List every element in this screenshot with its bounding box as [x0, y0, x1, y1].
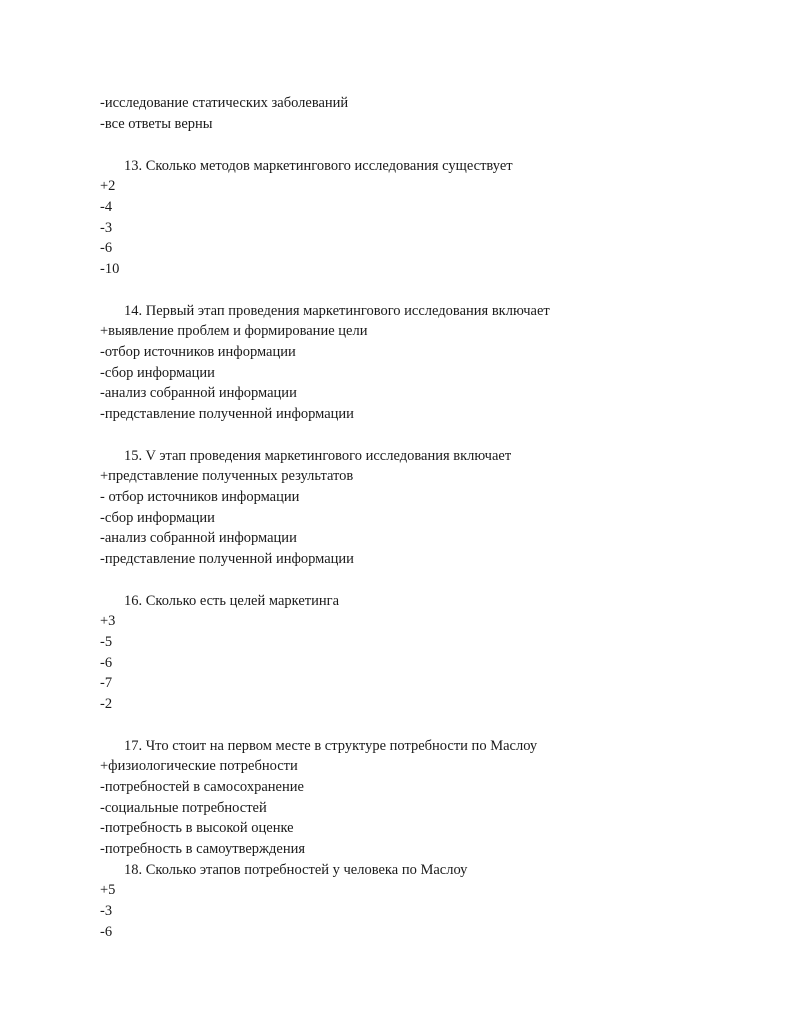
answer-option: -сбор информации [100, 510, 215, 526]
answer-option: - отбор источников информации [100, 489, 300, 505]
answer-option: -отбор источников информации [100, 344, 296, 360]
answer-option: +выявление проблем и формирование цели [100, 323, 368, 339]
answer-option: -7 [100, 675, 113, 691]
question-17-text: 17. Что стоит на первом месте в структуре потребности по Маслоу [124, 738, 538, 754]
answer-option: -анализ собранной информации [100, 385, 297, 401]
answer-option: +представление полученных результатов [100, 468, 354, 484]
answer-option: -6 [100, 924, 113, 940]
answer-option: -все ответы верны [100, 116, 213, 132]
answer-option: -социальные потребностей [100, 800, 267, 816]
answer-option: -потребность в высокой оценке [100, 820, 294, 836]
answer-option: -2 [100, 696, 113, 712]
answer-option: -сбор информации [100, 365, 215, 381]
answer-option: -потребность в самоутверждения [100, 841, 306, 857]
answer-option: -3 [100, 220, 113, 236]
answer-option: -3 [100, 903, 113, 919]
answer-option: +физиологические потребности [100, 758, 298, 774]
answer-option: -6 [100, 240, 113, 256]
question-16-text: 16. Сколько есть целей маркетинга [124, 593, 340, 609]
answer-option: -потребностей в самосохранение [100, 779, 304, 795]
answer-option: +3 [100, 613, 116, 629]
answer-option: -6 [100, 655, 113, 671]
answer-option: +5 [100, 882, 116, 898]
question-15-text: 15. V этап проведения маркетингового исследования включает [124, 448, 512, 464]
answer-option: -4 [100, 199, 113, 215]
answer-option: -10 [100, 261, 120, 277]
answer-option: -анализ собранной информации [100, 530, 297, 546]
answer-option: -исследование статических заболеваний [100, 95, 349, 111]
answer-option: -представление полученной информации [100, 406, 354, 422]
answer-option: -5 [100, 634, 113, 650]
question-18-text: 18. Сколько этапов потребностей у человека по Маслоу [124, 862, 468, 878]
answer-option: +2 [100, 178, 116, 194]
question-14-text: 14. Первый этап проведения маркетингового исследования включает [124, 303, 550, 319]
question-13-text: 13. Сколько методов маркетингового исследования существует [124, 158, 513, 174]
answer-option: -представление полученной информации [100, 551, 354, 567]
